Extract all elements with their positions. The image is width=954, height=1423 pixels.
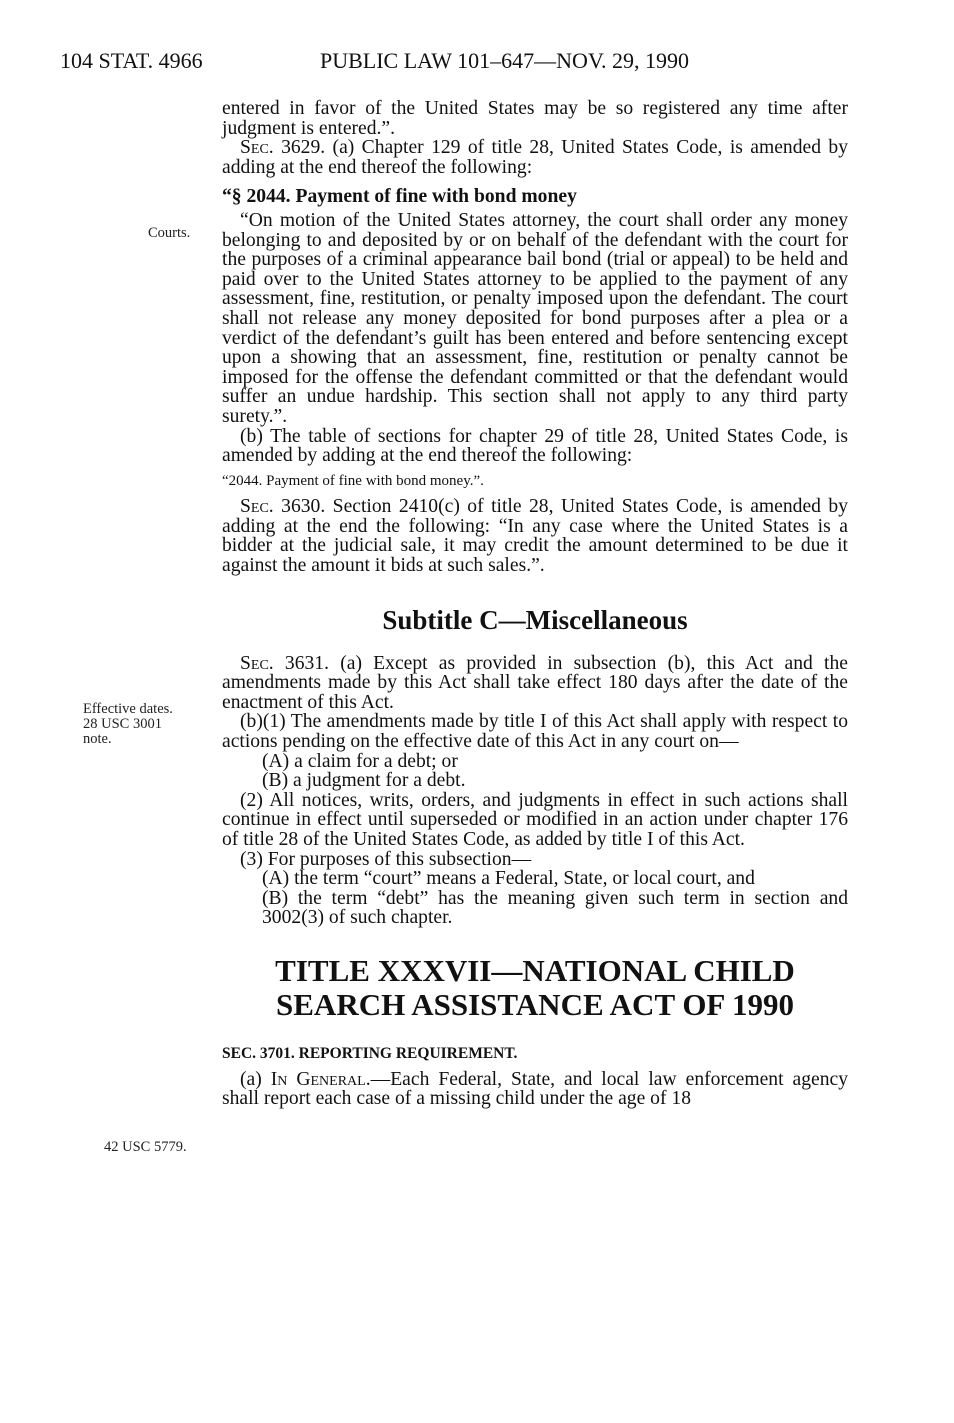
list-item: (A) a claim for a debt; or — [262, 750, 458, 772]
paragraph-text: 3629. (a) Chapter 129 of title 28, United States Code, is amended by adding at the end thereof the following: — [222, 137, 848, 178]
paragraph-lead: (a) — [240, 1068, 271, 1090]
sec-label: Sec. — [240, 137, 274, 159]
document-body — [222, 99, 848, 1109]
title-line: SEARCH ASSISTANCE ACT OF 1990 — [276, 986, 794, 1022]
margin-note-line: note. — [83, 731, 112, 747]
margin-note-line: 28 USC 3001 — [83, 716, 162, 732]
sec-label: Sec. — [240, 652, 274, 674]
paragraph: (b)(1) The amendments made by title I of this Act shall apply with respect to actions pending on the effective date of this Act in any court on— — [222, 711, 848, 753]
in-general-label: In General — [270, 1068, 366, 1090]
list-item: (B) a judgment for a debt. — [262, 770, 466, 792]
title-line: TITLE XXXVII—NATIONAL CHILD — [275, 952, 795, 988]
section-heading-3701: SEC. 3701. REPORTING REQUIREMENT. — [222, 1044, 518, 1062]
list-item: (B) the term “debt” has the meaning given such term in section and 3002(3) of such chapter. — [262, 887, 848, 929]
paragraph-text: 3631. (a) Except as provided in subsection (b), this Act and the amendments made by this Act shall take effect 180 days after the date of the enactment of this Act. — [222, 652, 848, 713]
margin-note-line: Effective dates. — [83, 701, 173, 717]
section-heading-2044: “§ 2044. Payment of fine with bond money — [222, 186, 577, 208]
paragraph: (2) All notices, writs, orders, and judgments in effect in such actions shall continue in effect until superseded or modified in an action under chapter 176 of title 28 of the United States Code, as added by title I of this Act. — [222, 789, 848, 850]
paragraph: (3) For purposes of this subsection— — [240, 848, 532, 870]
table-of-sections-entry: “2044. Payment of fine with bond money.”. — [222, 472, 484, 489]
paragraph-text: 3630. Section 2410(c) of title 28, United States Code, is amended by adding at the end the following: “In any case where the United States is a bidder at the judicial sale, it may credit the amount determined to be due it against the amount it bids at such sales.”. — [222, 496, 848, 577]
paragraph-in-general — [222, 1070, 848, 1109]
margin-note-42-usc-5779: 42 USC 5779. — [104, 1139, 187, 1155]
sec-label: Sec. — [240, 496, 274, 518]
paragraph-text: .—Each Federal, State, and local law enforcement agency shall report each case of a missing child under the age of 18 — [222, 1068, 848, 1110]
public-law-citation: PUBLIC LAW 101–647—NOV. 29, 1990 — [320, 48, 689, 73]
stat-page-number: 104 STAT. 4966 — [60, 48, 203, 73]
list-item: (A) the term “court” means a Federal, State, or local court, and — [262, 868, 755, 890]
paragraph-sec-3629 — [222, 138, 848, 177]
paragraph-sec-3630 — [222, 497, 848, 575]
paragraph: (b) The table of sections for chapter 29 of title 28, United States Code, is amended by adding at the end thereof the following: — [222, 425, 848, 467]
subtitle-heading: Subtitle C—Miscellaneous — [382, 604, 688, 635]
paragraph-2044-text: “On motion of the United States attorney, the court shall order any money belonging to and deposited by or on behalf of the defendant with the court for the purposes of a criminal appearance bail bond (trial or appeal) to be held and paid over to the United States attorney to be applied to the payment of any assessment, fine, restitution, or penalty imposed upon the defendant. The court shall not release any money deposited for bond purposes after a plea or a verdict of the defendant’s guilt has been entered and before sentencing except upon a showing that an assessment, fine, restitution or penalty cannot be imposed for the offense the defendant committed or that the defendant would suffer an undue hardship. This section shall not apply to any third party surety.”. — [222, 209, 848, 427]
paragraph: entered in favor of the United States may be so registered any time after judgment is entered.”. — [222, 98, 848, 139]
title-heading — [222, 954, 848, 1022]
margin-note-effective-dates — [83, 702, 173, 747]
margin-note-courts: Courts. — [148, 225, 191, 241]
paragraph-sec-3631 — [222, 654, 848, 713]
